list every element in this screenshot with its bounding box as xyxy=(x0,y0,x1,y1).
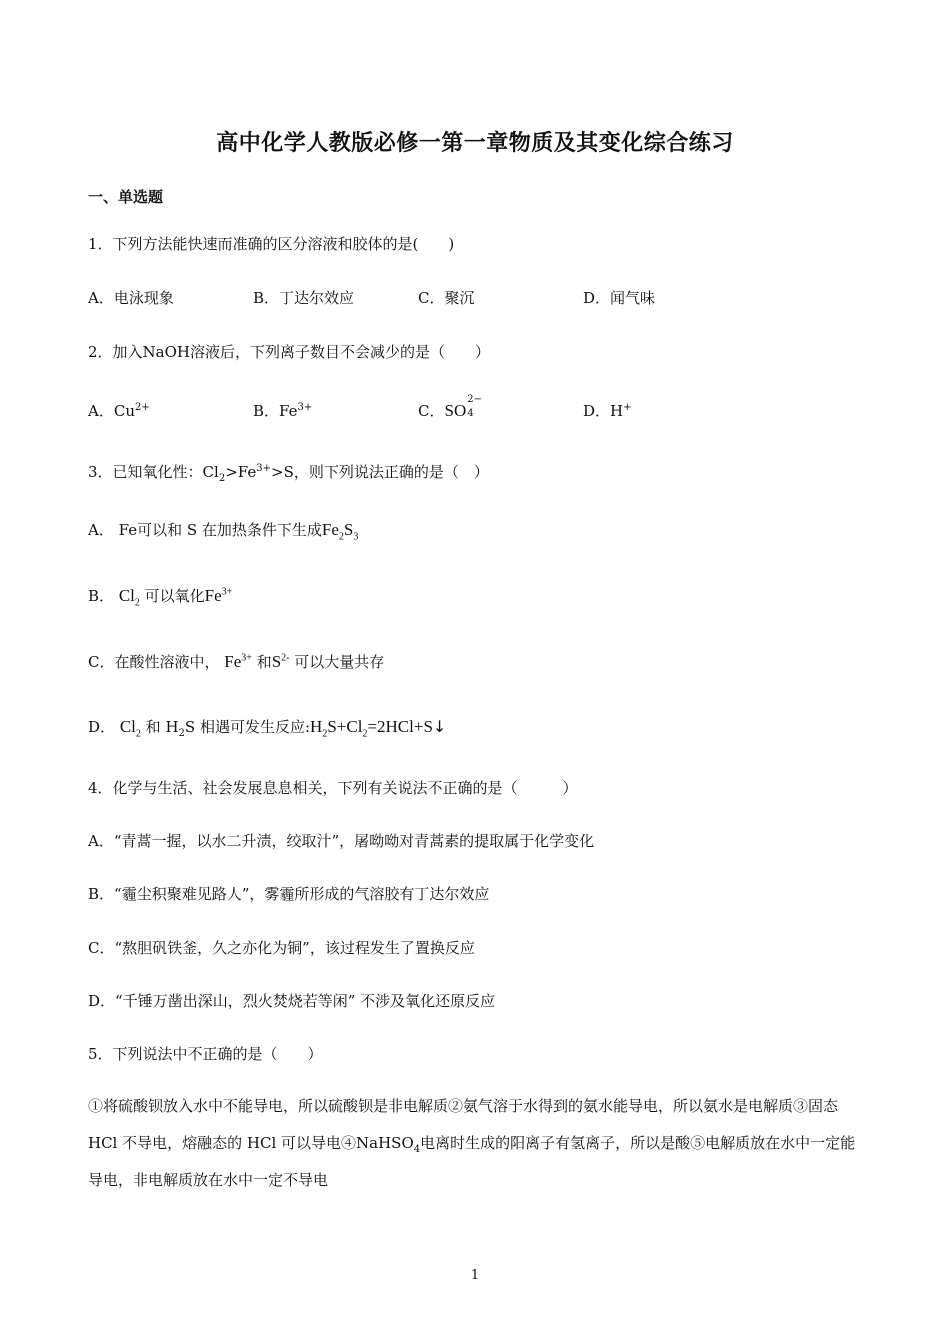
section-heading: 一、单选题 xyxy=(88,188,164,206)
formula-fe3plus: $Fe^{3+}$ xyxy=(204,586,233,605)
option-letter: C． xyxy=(418,402,445,420)
charge-subscript-stack xyxy=(466,394,482,419)
q4-option-b: B．“霾尘积聚难见路人”，雾霾所形成的气溶胶有丁达尔效应 xyxy=(88,885,490,903)
option-letter: B． xyxy=(253,402,280,420)
ion-charge: 3+ xyxy=(297,402,313,413)
question-4-stem: 4．化学与生活、社会发展息息相关，下列有关说法不正确的是（ ） xyxy=(88,779,578,797)
ion-formula: Fe xyxy=(279,402,298,420)
formula-s2minus: $S^{2-}$ xyxy=(271,652,290,671)
ion-formula: Cu xyxy=(113,402,135,420)
q3-option-d: D． $Cl_2$ 和 $H_2S$ 相遇可发生反应$:H_2S+Cl_2=2HCl+S↓$ xyxy=(88,717,447,740)
formula-cl2: $Cl_2$ xyxy=(118,586,140,609)
question-3-stem: 3．已知氧化性：$Cl_2>Fe^{3+}>S$，则下列说法正确的是（ ） xyxy=(88,463,489,484)
q3-option-c: C．在酸性溶液中， $Fe^{3+}$ 和$S^{2-}$ 可以大量共存 xyxy=(88,652,385,671)
reaction-equation: $H_2S+Cl_2=2HCl+S↓$ xyxy=(310,717,447,740)
ion-subscript: 4 xyxy=(467,408,474,419)
q1-option-d: D．闻气味 xyxy=(583,289,656,307)
document-title: 高中化学人教版必修一第一章物质及其变化综合练习 xyxy=(216,131,734,156)
option-letter: A． xyxy=(88,402,114,420)
ion-charge: 2+ xyxy=(134,402,150,413)
q2-option-a xyxy=(88,400,150,421)
question-1-stem: 1．下列方法能快速而准确的区分溶液和胶体的是( ) xyxy=(88,235,455,253)
q4-option-d: D．“千锤万凿出深山，烈火焚烧若等闲” 不涉及氧化还原反应 xyxy=(88,992,496,1010)
q1-option-c: C．聚沉 xyxy=(418,289,475,307)
formula-fe2s3: $Fe_2S_3$ xyxy=(321,520,359,543)
ion-formula: SO xyxy=(444,401,467,420)
page-number: 1 xyxy=(470,1268,480,1283)
formula-fe3plus: $Fe^{3+}$ xyxy=(224,652,252,671)
q5-statements-paragraph: ①将硫酸钡放入水中不能导电，所以硫酸钡是非电解质②氨气溶于水得到的氨水能导电，所以氨水是电解质③固态 HCl 不导电，熔融态的 HCl 可以导电④NaHSO$_4$电离时生成的阳离子有氢离子，所以是酸⑤电解质放在水中一定能导电，非电解质放在水中一定不导电 xyxy=(88,1097,856,1189)
q3-option-b: B． $Cl_2$ 可以氧化$Fe^{3+}$ xyxy=(88,586,233,609)
q2-option-c xyxy=(418,394,482,421)
ion-charge: 2− xyxy=(467,394,482,405)
option-letter: D． xyxy=(583,402,611,420)
q4-option-c: C．“熬胆矾铁釜，久之亦化为铜”，该过程发生了置换反应 xyxy=(88,939,475,957)
precipitate-arrow-icon: ↓ xyxy=(432,717,447,736)
q1-option-a: A．电泳现象 xyxy=(88,289,174,307)
q4-option-a: A．“青蒿一握，以水二升渍，绞取汁”，屠呦呦对青蒿素的提取属于化学变化 xyxy=(88,832,595,850)
formula-cl2: $Cl_2$ xyxy=(119,717,141,740)
q2-option-d xyxy=(583,400,632,421)
q2-option-b xyxy=(253,400,312,421)
q1-option-b: B．丁达尔效应 xyxy=(253,289,355,307)
q3-option-a: A． Fe可以和 S 在加热条件下生成$Fe_2S_3$ xyxy=(88,520,359,543)
formula-h2s: $H_2S$ xyxy=(165,718,196,739)
ion-formula: H xyxy=(610,402,624,420)
ion-charge: + xyxy=(623,402,632,413)
question-5-stem: 5．下列说法中不正确的是（ ） xyxy=(88,1045,323,1063)
question-2-stem: 2．加入NaOH溶液后，下列离子数目不会减少的是（ ） xyxy=(88,343,490,361)
